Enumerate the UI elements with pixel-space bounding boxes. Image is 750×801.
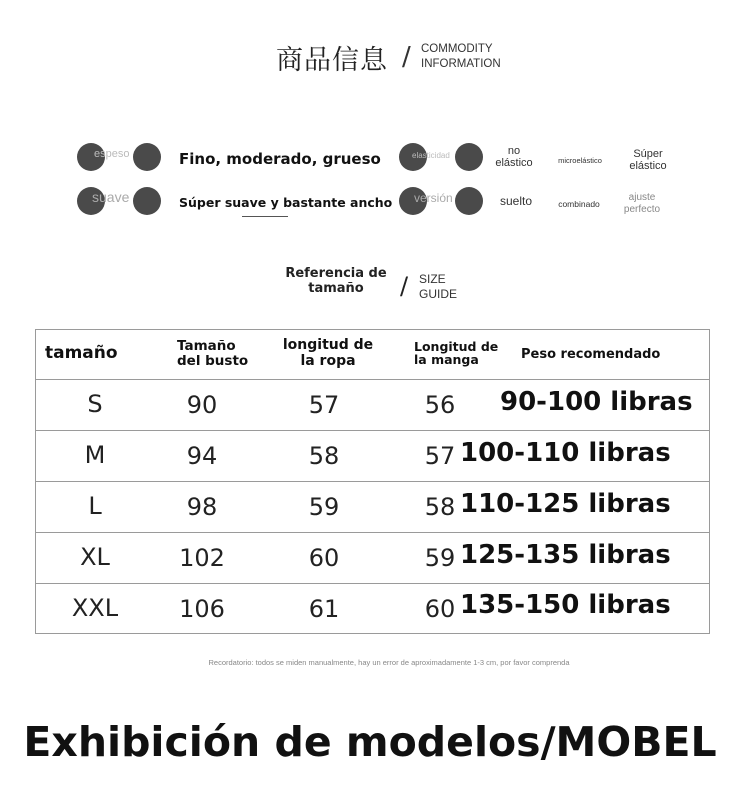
size-guide-title-en: [419, 272, 457, 302]
table-divider-2: [35, 481, 710, 482]
row-xxl-sleeve: 60: [424, 595, 456, 623]
row-s-bust: 90: [186, 391, 218, 419]
row-m-size: M: [84, 441, 106, 469]
version-label: versión: [414, 191, 453, 205]
elasticity-option-micro: microelástico: [558, 156, 602, 165]
size-guide-title-es: Referencia de tamaño: [285, 266, 387, 296]
row-l-size: L: [88, 492, 102, 520]
size-guide-title-en-line2: GUIDE: [419, 287, 458, 301]
model-display-title: Exhibición de modelos/MOBEL: [23, 718, 717, 766]
thickness-dot-right: [133, 143, 161, 171]
table-divider-header: [35, 379, 710, 380]
size-guide-slash: /: [400, 272, 409, 300]
row-l-weight: 110-125 libras: [460, 489, 671, 519]
row-s-size: S: [87, 390, 103, 418]
row-m-weight: 100-110 libras: [460, 438, 671, 468]
elasticity-label: elasticidad: [412, 151, 450, 160]
row-xxl-bust: 106: [179, 595, 225, 623]
table-divider-1: [35, 430, 710, 431]
elasticity-option-super: Súper elástico: [629, 148, 667, 172]
commodity-title-en-line1: COMMODITY: [421, 43, 493, 55]
col-header-sleeve: Longitud de la manga: [414, 339, 499, 367]
softness-value: Súper suave y bastante ancho: [179, 195, 393, 210]
row-l-length: 59: [308, 493, 340, 521]
col-header-bust: Tamaño del busto: [177, 338, 249, 369]
row-xl-size: XL: [80, 543, 110, 571]
row-l-sleeve: 58: [424, 493, 456, 521]
version-option-perfect-fit: ajuste perfecto: [623, 192, 661, 215]
row-xl-bust: 102: [179, 544, 225, 572]
row-m-sleeve: 57: [424, 442, 456, 470]
table-divider-4: [35, 583, 710, 584]
row-xxl-size: XXL: [71, 594, 119, 622]
row-xxl-weight: 135-150 libras: [460, 590, 671, 620]
row-xl-sleeve: 59: [424, 544, 456, 572]
row-s-weight: 90-100 libras: [500, 387, 693, 417]
softness-underline: [242, 216, 288, 217]
commodity-title-en: [421, 42, 501, 72]
row-s-sleeve: 56: [424, 391, 456, 419]
size-guide-title-en-line1: SIZE: [419, 272, 446, 286]
thickness-value: Fino, moderado, grueso: [179, 150, 381, 168]
row-s-length: 57: [308, 391, 340, 419]
commodity-title-en-line2: INFORMATION: [421, 58, 501, 70]
elasticity-option-no-elastic: no elástico: [495, 145, 533, 169]
thickness-label: espeso: [94, 148, 130, 160]
row-xl-weight: 125-135 libras: [460, 540, 671, 570]
elasticity-dot-right: [455, 143, 483, 171]
header-slash: /: [402, 42, 411, 72]
row-m-length: 58: [308, 442, 340, 470]
row-xxl-length: 61: [308, 595, 340, 623]
version-dot-right: [455, 187, 483, 215]
softness-dot-right: [133, 187, 161, 215]
commodity-title-cn: 商品信息: [276, 45, 388, 76]
row-l-bust: 98: [186, 493, 218, 521]
col-header-length: longitud de la ropa: [282, 337, 374, 369]
table-divider-3: [35, 532, 710, 533]
row-m-bust: 94: [186, 442, 218, 470]
version-option-loose: suelto: [499, 194, 533, 208]
version-option-combined: combinado: [558, 199, 600, 209]
col-header-weight: Peso recomendado: [521, 347, 661, 362]
col-header-size: tamaño: [45, 343, 118, 363]
softness-label: suave: [92, 189, 130, 205]
measurement-note: Recordatorio: todos se miden manualmente, hay un error de aproximadamente 1-3 cm, por favor comprenda: [208, 658, 570, 667]
row-xl-length: 60: [308, 544, 340, 572]
